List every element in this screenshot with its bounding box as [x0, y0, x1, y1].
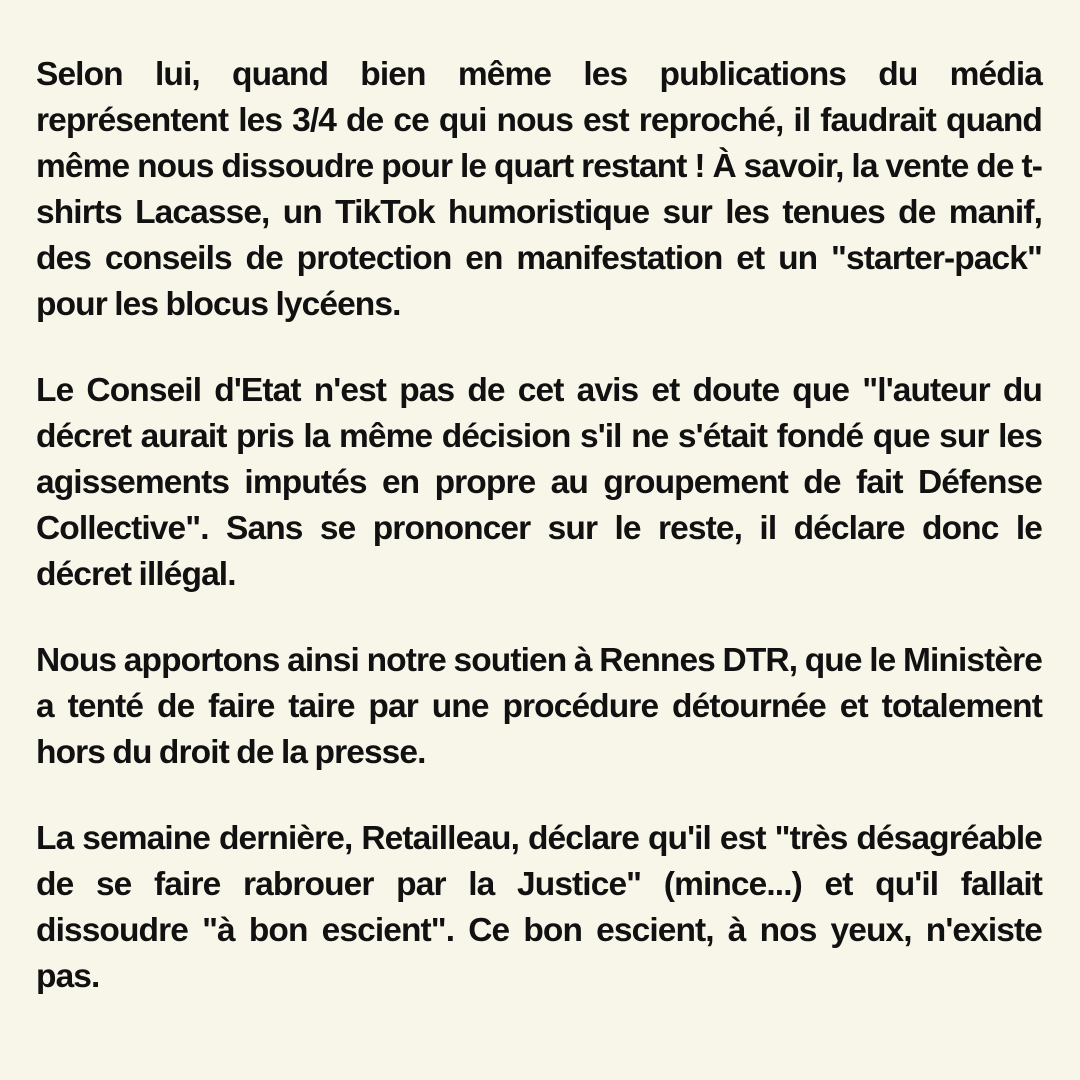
paragraph-4: La semaine dernière, Retailleau, déclare qu'il est "très désagréable de se faire rabrouer par la Justice" (mince...) et qu'il fallait dissoudre "à bon escient". Ce bon escient, à nos yeux, n'existe pas. [36, 820, 1042, 995]
paragraph-2: Le Conseil d'Etat n'est pas de cet avis et doute que "l'auteur du décret aurait pris la même décision s'il ne s'était fondé que sur les agissements imputés en propre au groupement de fait Défense Collective". Sans se prononcer sur le reste, il déclare donc le décret illégal. [36, 372, 1042, 593]
paragraph-3: Nous apportons ainsi notre soutien à Rennes DTR, que le Ministère a tenté de faire taire par une procédure détournée et totalement hors du droit de la presse. [36, 642, 1042, 771]
paragraph-1: Selon lui, quand bien même les publications du média représentent les 3/4 de ce qui nous est reproché, il faudrait quand même nous dissoudre pour le quart restant ! À savoir, la vente de t-shirts Lacasse, un TikTok humoristique sur les tenues de manif, des conseils de protection en manifestation et un "starter-pack" pour les blocus lycéens. [36, 56, 1042, 323]
